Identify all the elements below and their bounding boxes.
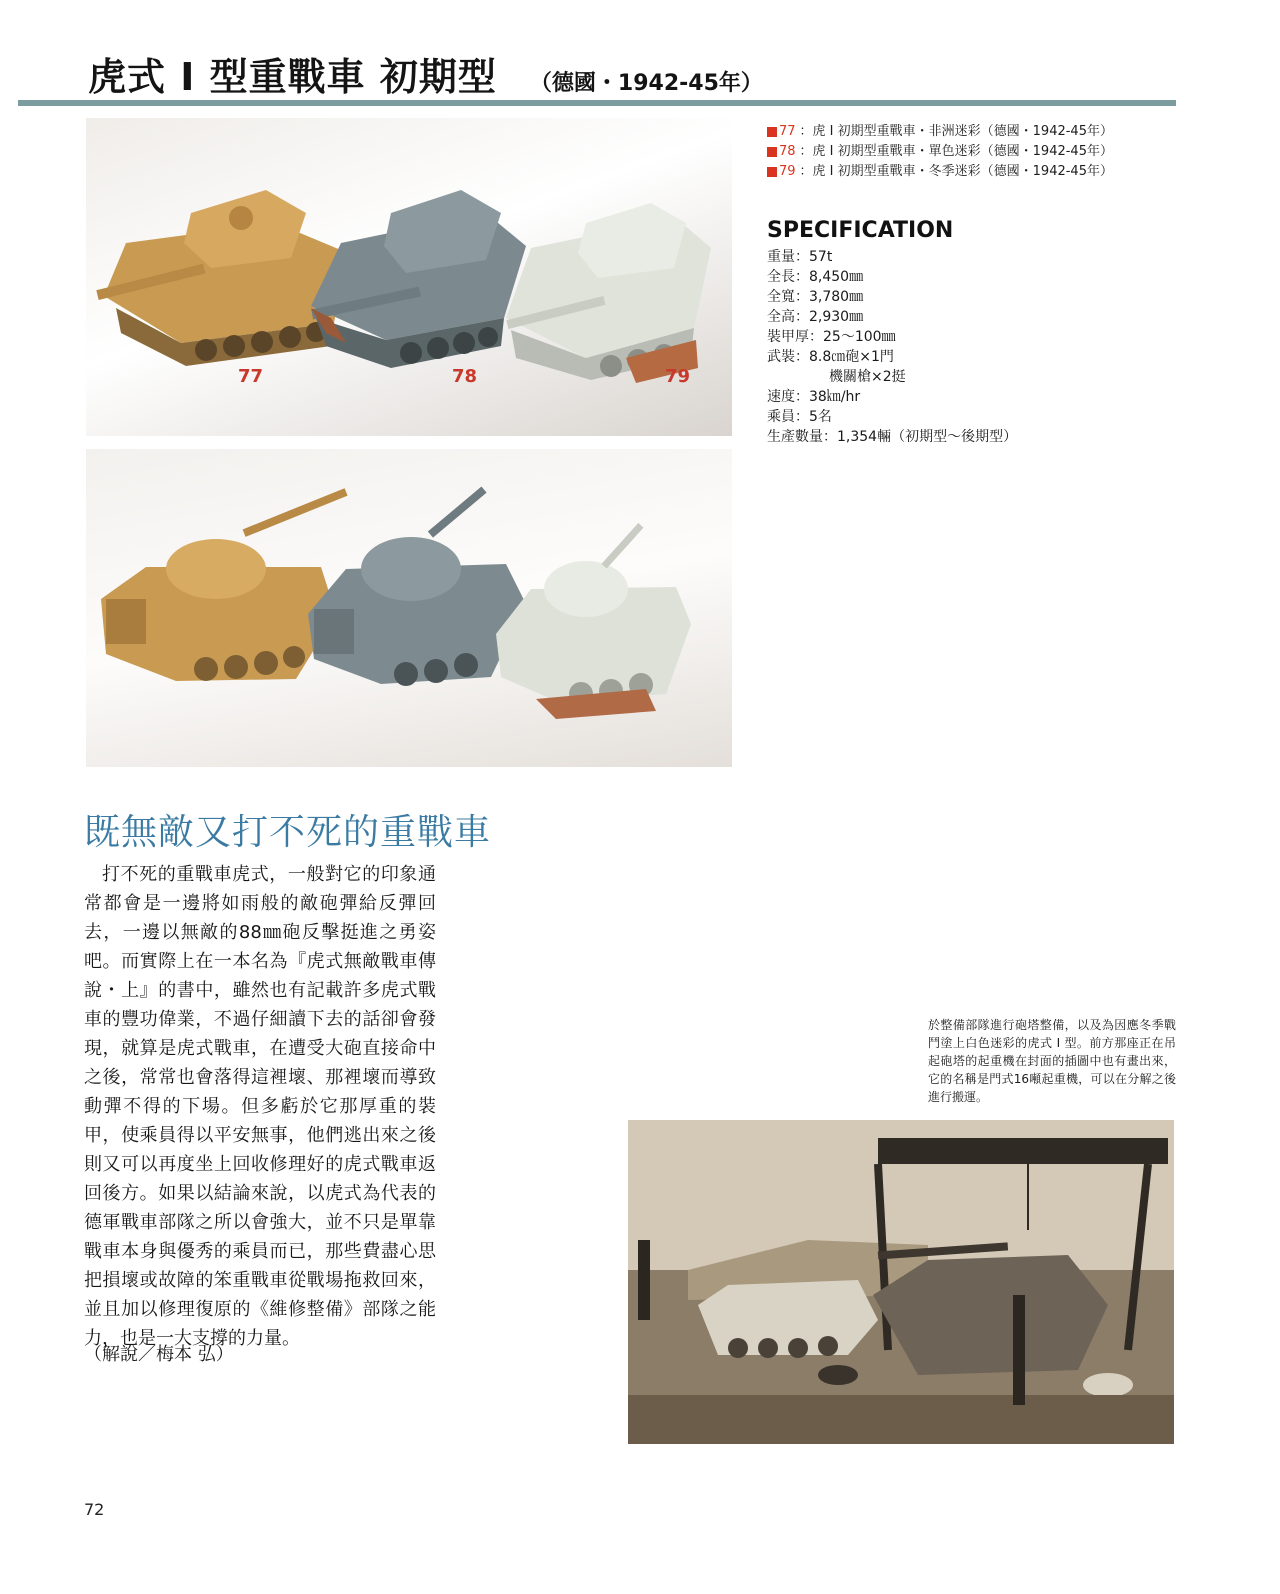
red-square-icon [767,167,777,177]
caption-number: 77 [779,124,796,139]
red-square-icon [767,147,777,157]
spec-speed: 速度：38㎞/hr [767,389,861,405]
spec-heading: SPECIFICATION [767,218,954,243]
page-number: 72 [84,1500,105,1519]
caption-number: 78 [779,144,796,159]
spec-armor: 裝甲厚：25〜100㎜ [767,329,896,345]
spec-armament: 武裝：8.8㎝砲×1門 [767,349,894,365]
tank-77-model [96,190,348,366]
historical-photo-caption: 於整備部隊進行砲塔整備，以及為因應冬季戰鬥塗上白色迷彩的虎式 I 型。前方那座正在吊起砲塔的起重機在封面的插圖中也有畫出來，它的名稱是門式16噸起重機，可以在分解之後進行搬運。 [928,1018,1176,1104]
label-77: 77 [238,366,264,387]
model-caption-list [767,122,1187,182]
historical-maintenance-photo [628,1120,1174,1444]
caption-text: ：虎 I 初期型重戰車・單色迷彩（德國・1942-45年） [799,144,1113,159]
caption-row-79 [767,162,1187,182]
caption-text: ：虎 I 初期型重戰車・冬季迷彩（德國・1942-45年） [799,164,1113,179]
tank-79-model [506,203,711,383]
label-79: 79 [665,366,691,387]
spec-length: 全長：8,450㎜ [767,269,864,285]
caption-row-77 [767,122,1187,142]
spec-armament-mg: 機關槍×2挺 [829,369,906,385]
caption-number: 79 [779,164,796,179]
tank-78-rear [308,487,526,686]
page-header [88,46,763,99]
title-rule [18,100,1176,106]
spec-weight: 重量：57t [767,249,833,265]
tank-78-model [311,190,526,368]
spec-production: 生產數量：1,354輛（初期型〜後期型） [767,429,1018,445]
caption-text: ：虎 I 初期型重戰車・非洲迷彩（德國・1942-45年） [799,124,1113,139]
red-square-icon [767,127,777,137]
article-credit: （解說／梅本 弘） [84,1344,234,1365]
spec-crew: 乘員：5名 [767,409,832,425]
caption-row-78 [767,142,1187,162]
page-subtitle: （德國・1942-45年） [529,71,763,96]
article-headline: 既無敵又打不死的重戰車 [84,812,492,853]
tank-79-rear [496,523,691,719]
tank-models-photo-rear [86,449,732,767]
specification-block [767,218,1187,447]
spec-width: 全寬：3,780㎜ [767,289,864,305]
page-title: 虎式 I 型重戰車 初期型 [88,55,497,99]
tank-77-rear [101,488,348,681]
label-78: 78 [452,366,478,387]
article-body: 打不死的重戰車虎式，一般對它的印象通常都會是一邊將如雨般的敵砲彈給反彈回去，一邊以無敵的88㎜砲反擊挺進之勇姿吧。而實際上在一本名為『虎式無敵戰車傳說・上』的書中，雖然也有記載許多虎式戰車的豐功偉業，不過仔細讀下去的話卻會發現，就算是虎式戰車，在遭受大砲直接命中之後，常常也會落得這裡壞、那裡壞而導致動彈不得的下場。但多虧於它那厚重的裝甲，使乘員得以平安無事，他們逃出來之後則又可以再度坐上回收修理好的虎式戰車返回後方。如果以結論來說，以虎式為代表的德軍戰車部隊之所以會強大，並不只是單靠戰車本身與優秀的乘員而已，那些費盡心思把損壞或故障的笨重戰車從戰場拖救回來，並且加以修理復原的《維修整備》部隊之能力，也是一大支撐的力量。 [84,864,436,1349]
spec-height: 全高：2,930㎜ [767,309,864,325]
tank-models-photo-front [86,118,732,436]
